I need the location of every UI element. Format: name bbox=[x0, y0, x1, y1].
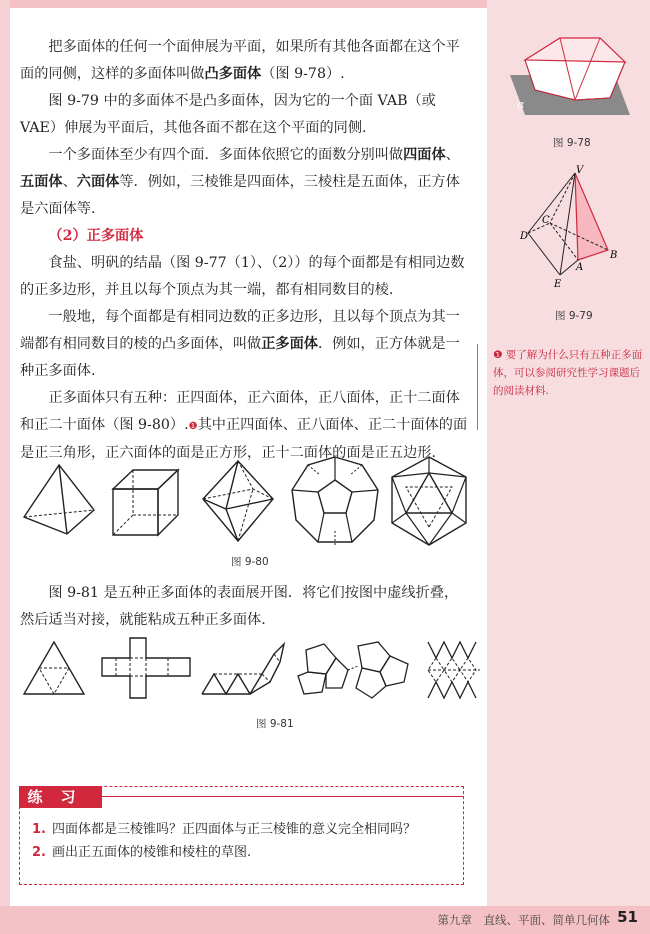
paragraph-convex: 把多面体的任何一个面伸展为平面，如果所有其他各面都在这个平面的同侧，这样的多面体叫做凸多面体（图 9-78）. bbox=[20, 39, 460, 82]
caption-9-80: 图 9-80 bbox=[231, 556, 269, 568]
paragraph-nonconvex: 图 9-79 中的多面体不是凸多面体，因为它的一个面 VAB（或 VAE）伸展为平面后，其他各面不都在这个平面的同侧. bbox=[20, 93, 436, 136]
figure-9-80-tetrahedron bbox=[22, 462, 97, 537]
exercise-title-rule bbox=[102, 796, 463, 797]
figure-9-80-icosahedron bbox=[388, 455, 470, 547]
exercise-item: 1. 四面体都是三棱锥吗？正四面体与正三棱锥的意义完全相同吗？ bbox=[32, 822, 416, 837]
vertex-b-label: B bbox=[610, 250, 618, 261]
figure-9-79 bbox=[520, 165, 630, 290]
figure-9-81-tetra-net bbox=[22, 640, 86, 696]
vertex-a-label: A bbox=[576, 262, 584, 273]
page-number: 51 bbox=[617, 908, 638, 926]
note-text: 要了解为什么只有五种正多面体，可以参阅研究性学习课题后的阅读材料. bbox=[493, 349, 643, 397]
exercise-list bbox=[32, 818, 452, 864]
figure-9-80-cube bbox=[108, 467, 183, 539]
left-band bbox=[0, 0, 10, 934]
exercise-item: 2. 画出正五面体的棱锥和棱柱的草图. bbox=[32, 845, 252, 860]
vertex-c-label: C bbox=[542, 215, 550, 226]
subsection-heading: （2）正多面体 bbox=[48, 228, 144, 244]
figure-9-81-cube-net bbox=[100, 636, 192, 700]
figure-9-80-dodecahedron bbox=[290, 455, 380, 547]
paragraph-five-kinds: 正多面体只有五种：正四面体，正六面体，正八面体，正十二面体和正二十面体（图 9-80）.❶其中正四面体、正八面体、正二十面体的面是正三角形，正六面体的面是正方形，正十二面体的面是正五边形. bbox=[20, 390, 468, 461]
caption-9-81: 图 9-81 bbox=[256, 718, 294, 730]
chapter-title: 第九章 直线、平面、简单几何体 bbox=[437, 913, 610, 927]
figure-9-81-icosa-net bbox=[426, 640, 482, 700]
alpha-label: α bbox=[517, 98, 525, 111]
note-divider bbox=[477, 344, 478, 430]
caption-9-78: 图 9-78 bbox=[553, 137, 591, 149]
figure-9-81-octa-net bbox=[200, 642, 286, 698]
paragraph-face-count: 一个多面体至少有四个面．多面体依照它的面数分别叫做四面体、五面体、六面体等．例如，三棱锥是四面体，三棱柱是五面体，正方体是六面体等. bbox=[20, 147, 460, 217]
paragraph-definition: 一般地，每个面都是有相同边数的正多边形，且以每个顶点为其一端都有相同数目的棱的凸多面体，叫做正多面体．例如，正方体就是一种正多面体. bbox=[20, 309, 460, 379]
footnote-marker: ❶ bbox=[188, 421, 198, 432]
nets-paragraph-wrap bbox=[20, 580, 470, 634]
figure-9-80-octahedron bbox=[198, 459, 278, 544]
paragraph-crystals: 食盐、明矾的结晶（图 9-77（1）、（2））的每个面都是有相同边数的正多边形，并且以每个顶点为其一端，都有相同数目的棱. bbox=[20, 255, 465, 298]
vertex-d-label: D bbox=[520, 231, 529, 242]
figure-9-78 bbox=[505, 20, 635, 120]
side-note bbox=[493, 346, 643, 400]
main-text bbox=[20, 34, 470, 467]
note-marker: ❶ bbox=[493, 349, 503, 361]
vertex-v-label: V bbox=[576, 165, 584, 176]
paragraph-nets: 图 9-81 是五种正多面体的表面展开图．将它们按图中虚线折叠，然后适当对接，就能粘成五种正多面体. bbox=[20, 585, 459, 628]
vertex-e-label: E bbox=[554, 279, 562, 290]
caption-9-79: 图 9-79 bbox=[555, 310, 593, 322]
exercise-title: 练习 bbox=[19, 786, 102, 808]
figure-9-81-dodeca-net bbox=[296, 636, 412, 704]
